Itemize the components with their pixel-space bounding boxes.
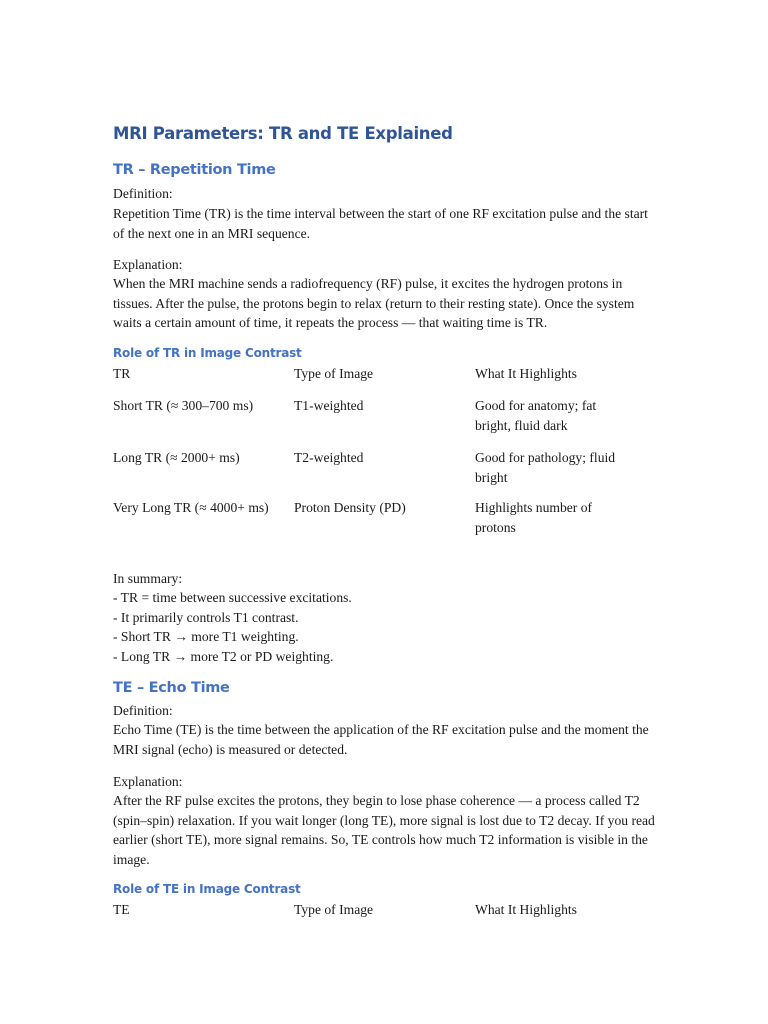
table-cell: T2-weighted <box>294 450 364 465</box>
table-header-cell: TR <box>113 366 131 381</box>
tr-definition-label: Definition: <box>113 186 173 201</box>
table-cell: Good for pathology; fluid bright <box>475 450 616 485</box>
table-header-cell: TE <box>113 902 130 917</box>
table-header-cell: What It Highlights <box>475 902 577 917</box>
te-explanation-text: After the RF pulse excites the protons, they begin to lose phase coherence — a process called T2 (spin–spin) relaxation. If you wait longer (long TE), more signal is lost due to T2 decay. If you read earlier (short TE), more signal remains. So, TE controls how much T2 information is visible in the image. <box>113 793 655 867</box>
table-cell: Very Long TR (≈ 4000+ ms) <box>113 500 269 515</box>
list-item: - Long TR → more T2 or PD weighting. <box>113 648 334 664</box>
te-definition-label: Definition: <box>113 703 173 718</box>
te-definition-text: Echo Time (TE) is the time between the application of the RF excitation pulse and the moment the MRI signal (echo) is measured or detected. <box>113 722 649 757</box>
tr-summary-list <box>113 588 658 666</box>
table-cell: Highlights number of protons <box>475 500 593 535</box>
table-cell: Short TR (≈ 300–700 ms) <box>113 398 254 413</box>
tr-heading: TR – Repetition Time <box>113 162 276 178</box>
page-title: MRI Parameters: TR and TE Explained <box>113 124 453 143</box>
tr-table-title: Role of TR in Image Contrast <box>113 346 302 360</box>
table-header-cell: Type of Image <box>294 366 374 381</box>
te-heading: TE – Echo Time <box>113 680 230 696</box>
tr-contrast-table <box>113 364 658 544</box>
list-item: - TR = time between successive excitations. <box>113 590 352 605</box>
table-cell: T1-weighted <box>294 398 364 413</box>
te-explanation-label: Explanation: <box>113 774 183 789</box>
tr-explanation-text: When the MRI machine sends a radiofrequency (RF) pulse, it excites the hydrogen protons in tissues. After the pulse, the protons begin to relax (return to their resting state). Once the system waits a certain amount of time, it repeats the process — that waiting time is TR. <box>113 276 635 330</box>
table-cell: Long TR (≈ 2000+ ms) <box>113 450 240 465</box>
list-item: - Short TR → more T1 weighting. <box>113 629 299 644</box>
te-table-title: Role of TE in Image Contrast <box>113 882 301 896</box>
table-header-cell: What It Highlights <box>475 366 577 381</box>
table-cell: Proton Density (PD) <box>294 500 406 515</box>
tr-explanation-label: Explanation: <box>113 257 183 272</box>
tr-definition-text: Repetition Time (TR) is the time interval between the start of one RF excitation pulse and the start of the next one in an MRI sequence. <box>113 206 648 241</box>
tr-summary-label: In summary: <box>113 571 183 586</box>
te-contrast-table <box>113 900 658 924</box>
table-header-cell: Type of Image <box>294 902 374 917</box>
table-cell: Good for anatomy; fat bright, fluid dark <box>475 398 597 433</box>
list-item: - It primarily controls T1 contrast. <box>113 609 299 625</box>
